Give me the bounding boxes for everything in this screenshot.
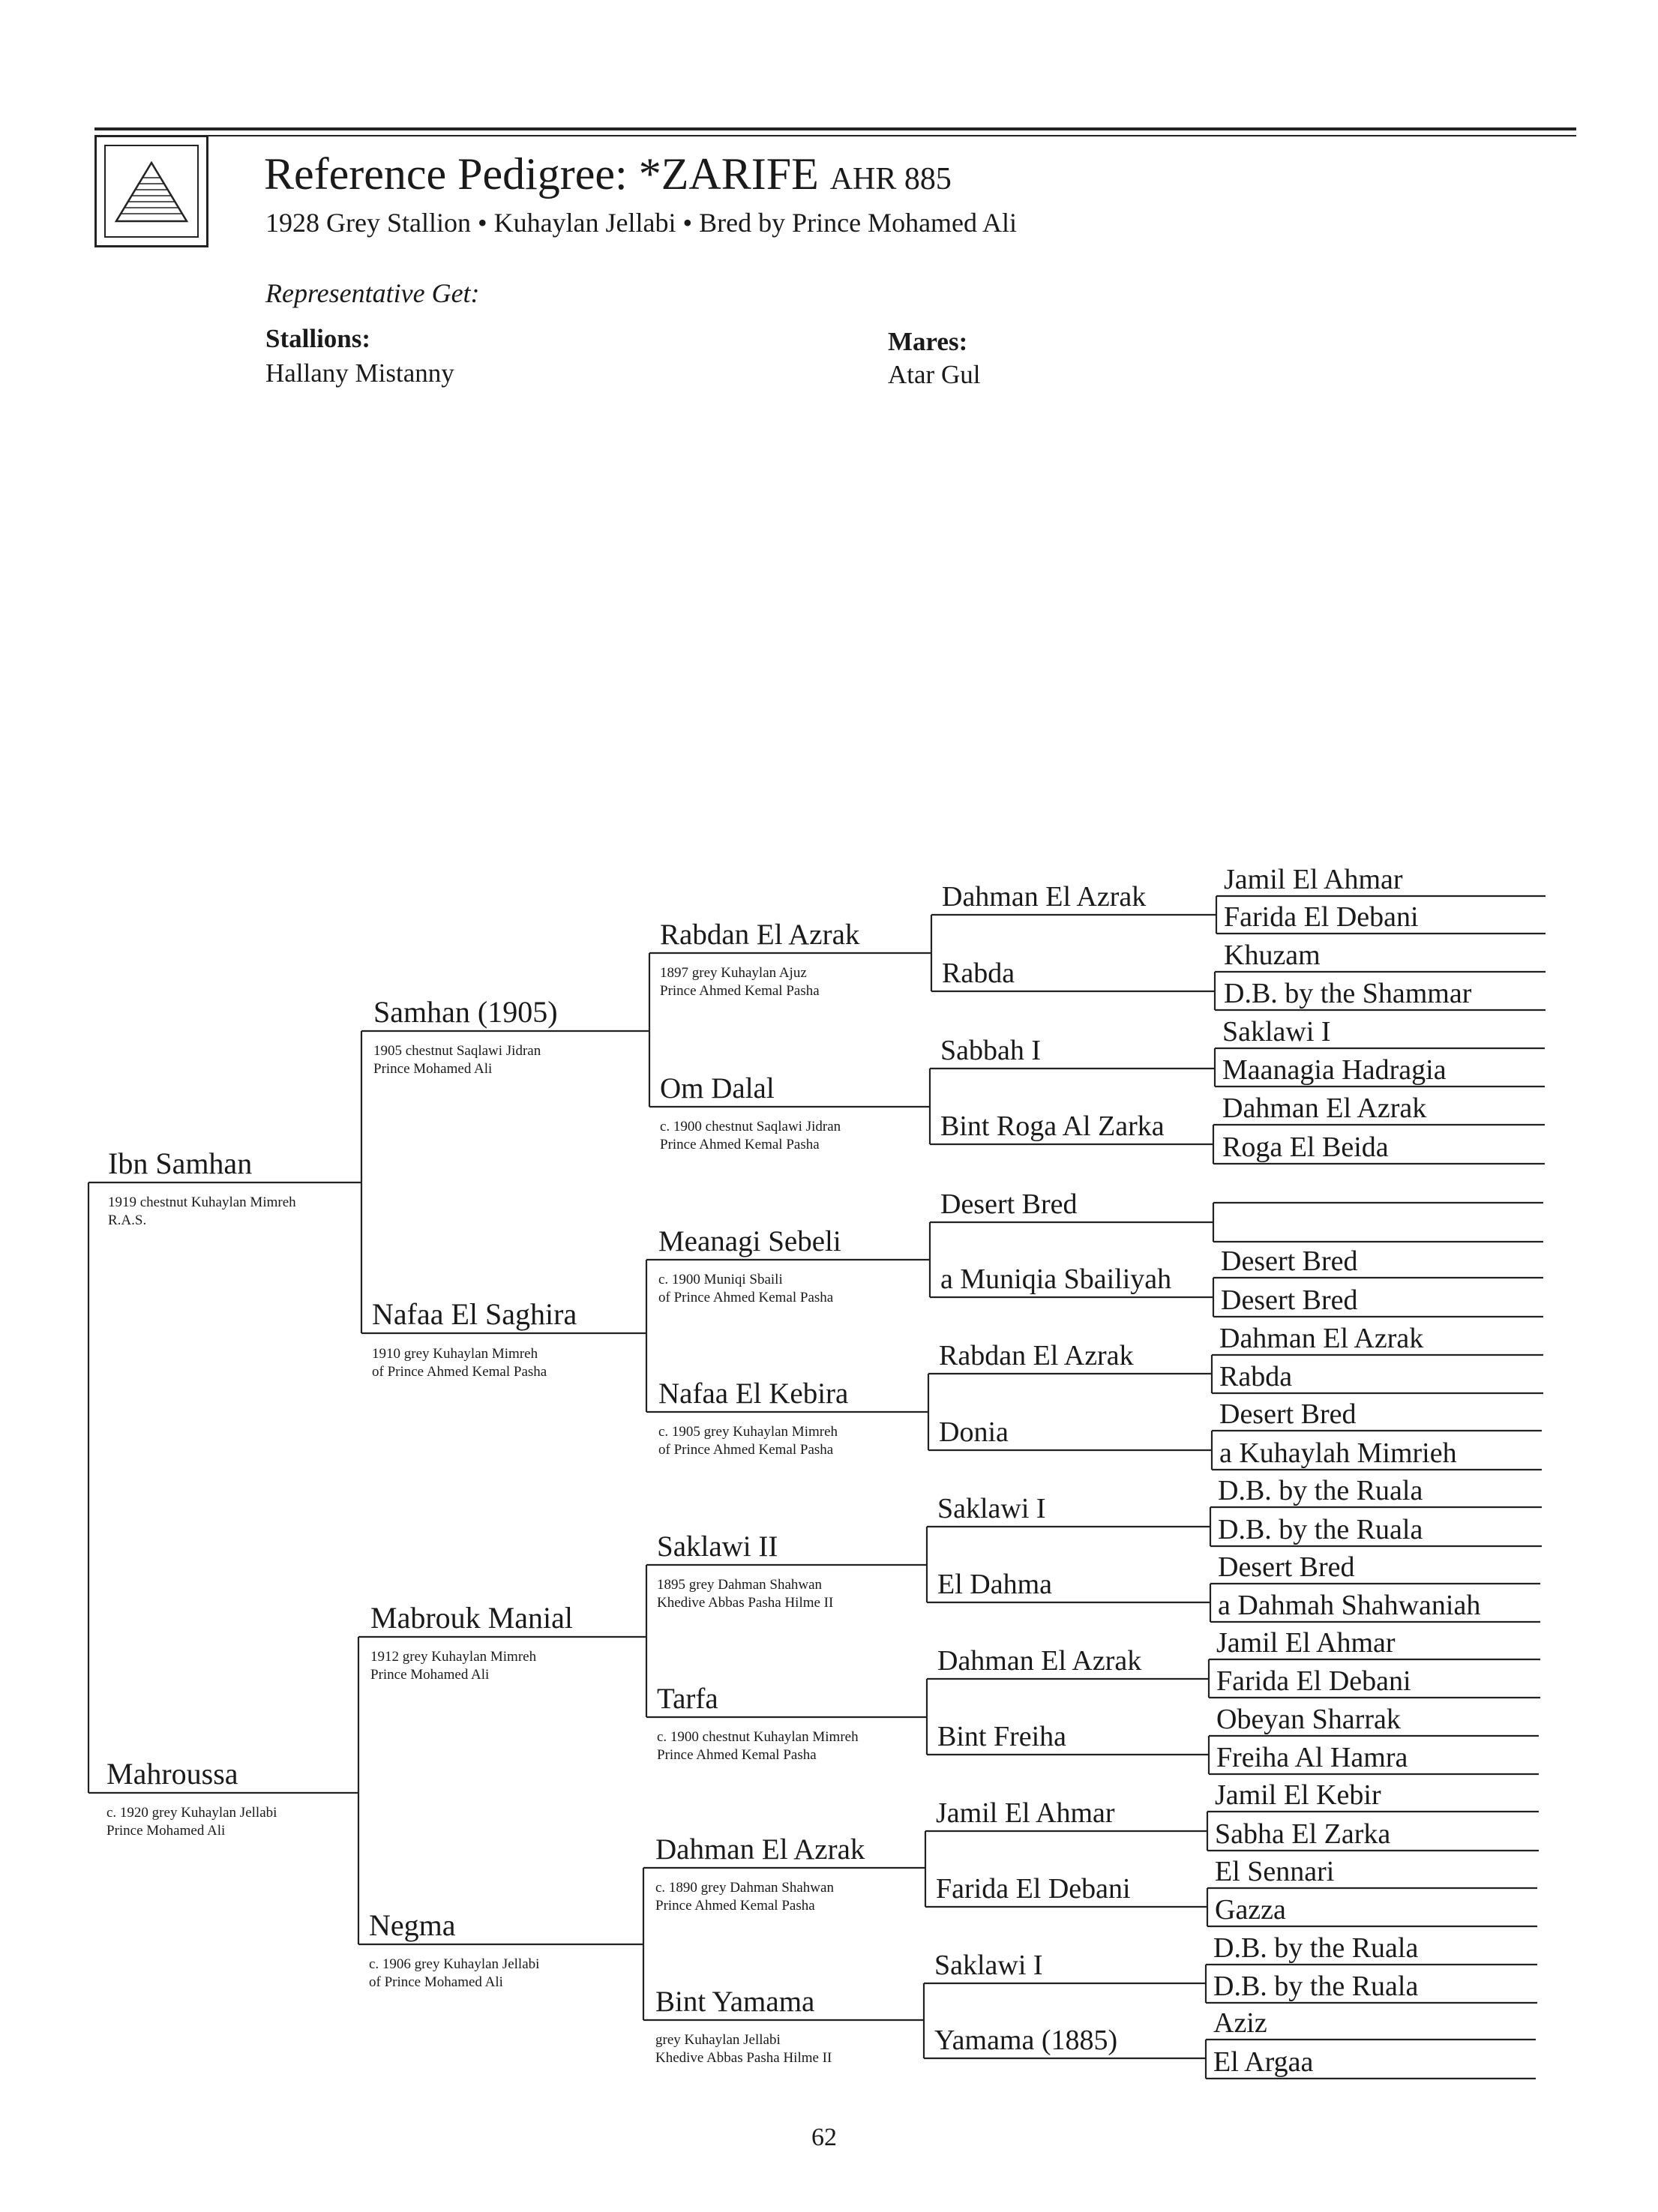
title-text: Reference Pedigree: *ZARIFE: [264, 149, 819, 199]
g4-name: Rabda: [942, 958, 1015, 989]
g3-info-line: c. 1900 chestnut Kuhaylan Mimreh: [657, 1729, 859, 1745]
g5-name: Maanagia Hadragia: [1222, 1054, 1447, 1086]
g4-name: Sabbah I: [940, 1035, 1042, 1066]
g3-info-line: Prince Ahmed Kemal Pasha: [657, 1747, 817, 1763]
g3-name: Bint Yamama: [655, 1986, 815, 2018]
mares-heading: Mares:: [888, 327, 968, 356]
registration-number: AHR 885: [829, 162, 952, 196]
g5-name: Farida El Debani: [1224, 901, 1419, 933]
g2-info-line: 1910 grey Kuhaylan Mimreh: [372, 1346, 538, 1362]
g4-name: Jamil El Ahmar: [936, 1797, 1115, 1829]
g2-info-line: 1905 chestnut Saqlawi Jidran: [373, 1043, 541, 1059]
g5-name: Gazza: [1215, 1894, 1286, 1926]
g5-name: Khuzam: [1224, 940, 1321, 971]
g1-name: Ibn Samhan: [108, 1146, 253, 1180]
g4-name: Bint Freiha: [937, 1721, 1067, 1752]
g3-info-line: Prince Ahmed Kemal Pasha: [660, 1137, 820, 1152]
g5-name: Roga El Beida: [1222, 1131, 1389, 1163]
representative-get-label: Representative Get:: [265, 278, 480, 308]
page-number: 62: [811, 2124, 837, 2151]
g4-name: Donia: [939, 1416, 1009, 1448]
g5-name: Sabha El Zarka: [1215, 1818, 1391, 1850]
g3-info-line: c. 1890 grey Dahman Shahwan: [655, 1880, 834, 1896]
g5-name: D.B. by the Ruala: [1218, 1514, 1423, 1545]
g3-name: Dahman El Azrak: [655, 1833, 865, 1866]
g4-name: Bint Roga Al Zarka: [940, 1110, 1165, 1142]
g3-info-line: Prince Ahmed Kemal Pasha: [660, 983, 820, 999]
mares-list: Atar Gul: [888, 360, 981, 389]
g5-name: Rabda: [1219, 1361, 1293, 1392]
g5-name: Desert Bred: [1219, 1398, 1357, 1430]
g4-name: Farida El Debani: [936, 1873, 1131, 1905]
g5-name: Dahman El Azrak: [1219, 1323, 1424, 1354]
g4-name: Rabdan El Azrak: [939, 1340, 1134, 1371]
g5-name: El Sennari: [1215, 1856, 1335, 1887]
g5-name: Jamil El Ahmar: [1216, 1627, 1396, 1659]
g2-info-line: 1912 grey Kuhaylan Mimreh: [370, 1649, 537, 1665]
g5-name: Jamil El Kebir: [1215, 1779, 1381, 1811]
g3-name: Nafaa El Kebira: [658, 1377, 849, 1410]
g5-name: Farida El Debani: [1216, 1665, 1411, 1697]
g5-name: Obeyan Sharrak: [1216, 1704, 1401, 1735]
g5-name: Desert Bred: [1218, 1551, 1355, 1583]
g5-name: Dahman El Azrak: [1222, 1093, 1427, 1124]
g5-name: D.B. by the Ruala: [1213, 1932, 1419, 1964]
g5-name: D.B. by the Shammar: [1224, 978, 1472, 1009]
g3-info-line: Khedive Abbas Pasha Hilme II: [657, 1595, 834, 1611]
g5-name: a Kuhaylah Mimrieh: [1219, 1437, 1457, 1469]
stallions-list: Hallany Mistanny: [265, 358, 454, 388]
g4-name: Yamama (1885): [934, 2025, 1118, 2056]
g1-info-line: c. 1920 grey Kuhaylan Jellabi: [106, 1805, 277, 1821]
g3-info-line: Khedive Abbas Pasha Hilme II: [655, 2050, 832, 2066]
g4-name: El Dahma: [937, 1569, 1053, 1600]
g4-name: a Muniqia Sbailiyah: [940, 1263, 1172, 1295]
g5-name: a Dahmah Shahwaniah: [1218, 1590, 1481, 1621]
g3-name: Rabdan El Azrak: [660, 919, 860, 951]
g3-info-line: c. 1900 Muniqi Sbaili: [658, 1272, 783, 1287]
g2-name: Negma: [369, 1908, 456, 1942]
g2-info-line: c. 1906 grey Kuhaylan Jellabi: [369, 1956, 540, 1972]
g2-info-line: Prince Mohamed Ali: [370, 1667, 490, 1683]
g5-name: D.B. by the Ruala: [1218, 1475, 1423, 1506]
g3-info-line: grey Kuhaylan Jellabi: [655, 2032, 781, 2048]
g2-info-line: of Prince Mohamed Ali: [369, 1974, 503, 1990]
g3-name: Meanagi Sebeli: [658, 1225, 841, 1257]
g5-name: Desert Bred: [1221, 1245, 1358, 1277]
g3-info-line: c. 1900 chestnut Saqlawi Jidran: [660, 1119, 841, 1134]
g3-name: Tarfa: [657, 1683, 718, 1715]
g4-name: Dahman El Azrak: [937, 1645, 1142, 1677]
g3-info-line: 1895 grey Dahman Shahwan: [657, 1577, 823, 1593]
g3-name: Om Dalal: [660, 1072, 775, 1105]
g5-name: D.B. by the Ruala: [1213, 1971, 1419, 2002]
page-subtitle: 1928 Grey Stallion • Kuhaylan Jellabi • Bred by Prince Mohamed Ali: [265, 208, 1018, 238]
g5-name: Freiha Al Hamra: [1216, 1742, 1408, 1773]
g3-name: Saklawi II: [657, 1530, 778, 1563]
g4-name: Saklawi I: [934, 1950, 1043, 1981]
g4-name: Dahman El Azrak: [942, 881, 1147, 913]
g1-info-line: 1919 chestnut Kuhaylan Mimreh: [108, 1194, 296, 1210]
g5-name: Jamil El Ahmar: [1224, 864, 1403, 895]
stallions-heading: Stallions:: [265, 324, 371, 353]
g1-info-line: R.A.S.: [108, 1212, 147, 1228]
g5-name: Saklawi I: [1222, 1016, 1331, 1048]
g5-name: Desert Bred: [1221, 1284, 1358, 1316]
g4-name: Saklawi I: [937, 1493, 1046, 1524]
g5-name: Aziz: [1213, 2007, 1267, 2039]
g3-info-line: c. 1905 grey Kuhaylan Mimreh: [658, 1424, 838, 1440]
g2-name: Nafaa El Saghira: [372, 1297, 577, 1331]
g2-info-line: of Prince Ahmed Kemal Pasha: [372, 1364, 547, 1380]
g4-name: Desert Bred: [940, 1188, 1078, 1220]
g1-name: Mahroussa: [106, 1757, 238, 1791]
g3-info-line: 1897 grey Kuhaylan Ajuz: [660, 965, 807, 981]
g3-info-line: of Prince Ahmed Kemal Pasha: [658, 1442, 834, 1458]
g1-info-line: Prince Mohamed Ali: [106, 1823, 226, 1839]
g3-info-line: Prince Ahmed Kemal Pasha: [655, 1898, 815, 1914]
g2-name: Samhan (1905): [373, 995, 558, 1029]
g2-name: Mabrouk Manial: [370, 1601, 573, 1635]
g2-info-line: Prince Mohamed Ali: [373, 1061, 493, 1077]
g3-info-line: of Prince Ahmed Kemal Pasha: [658, 1290, 834, 1305]
g5-name: El Argaa: [1213, 2046, 1314, 2078]
